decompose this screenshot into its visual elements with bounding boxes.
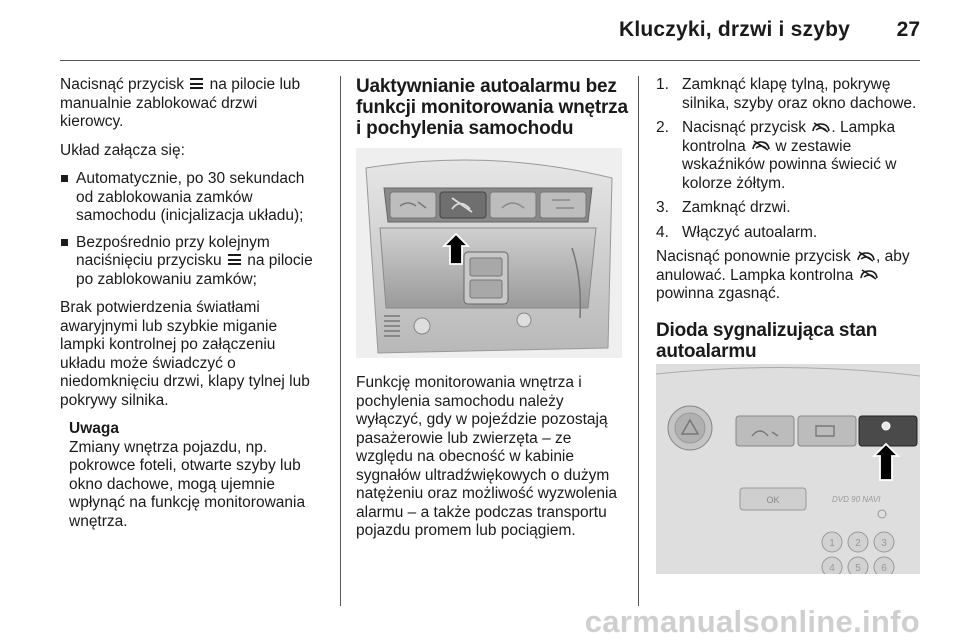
watermark: carmanualsonline.info: [584, 604, 920, 639]
alarm-led-icon: [882, 422, 890, 430]
column-divider-1: [340, 76, 341, 606]
list-item: Bezpośrednio przy kolejnym naciśnięciu przycisku na pilocie po zablokowaniu zamków;: [60, 234, 325, 290]
list-item: 2. Nacisnąć przycisk . Lampka kontrolna w zestawie wskaźników powinna świecić w kolorze żółtym.: [656, 119, 897, 192]
keypad-key: 6: [881, 563, 887, 574]
left-column: [60, 76, 325, 531]
keypad-key: 2: [855, 538, 861, 549]
keypad-key: 5: [855, 563, 861, 574]
header-rule: [60, 60, 920, 61]
ok-button-label: OK: [766, 495, 780, 505]
bullet-list: [60, 170, 325, 289]
paragraph-cancel: Nacisnąć ponownie przycisk , aby anulować. Lampka kontrolna powinna zgasnąć.: [656, 248, 910, 302]
column-divider-2: [638, 76, 639, 606]
figure-alarm-led: [656, 364, 920, 574]
note-text: Zmiany wnętrza pojazdu, np. pokrowce foteli, otwarte szyby lub okno dachowe, mogą ujemnie wpłynąć na funkcję monitorowania wnętrza.: [69, 438, 306, 530]
steps-list: [656, 76, 922, 242]
right-column: [656, 76, 922, 376]
paragraph-monitoring: Funkcję monitorowania wnętrza i pochylenia samochodu należy wyłączyć, gdy w pojeździe pozostają pasażerowie lub zwierzęta – ze względu na obecność w kabinie sygnałów ultradźwiękowych o dużym natężeniu oraz możliwość wyzwolenia alarmu – a także podczas transportu pojazdu promem lub pociągiem.: [356, 374, 618, 539]
alarm-monitoring-icon: [752, 139, 770, 151]
keypad-key: 1: [829, 538, 835, 549]
console-illustration: [356, 148, 622, 358]
page-header-title: Kluczyki, drzwi i szyby: [618, 18, 850, 41]
middle-column: [356, 76, 628, 153]
middle-body: [356, 374, 628, 551]
device-label: DVD 90 NAVI: [832, 495, 881, 504]
list-item: 1. Zamknąć klapę tylną, pokrywę silnika, szyby oraz okno dachowe.: [656, 76, 917, 112]
alarm-monitoring-icon: [857, 250, 875, 262]
dashboard-illustration: [656, 364, 920, 574]
keypad-key: 4: [829, 563, 835, 574]
paragraph-system: Układ załącza się:: [60, 141, 185, 159]
list-item: Automatycznie, po 30 sekundach od zablokowania zamków samochodu (inicjalizacja układu);: [60, 170, 325, 226]
note-title: Uwaga: [69, 420, 119, 437]
list-item: 3. Zamknąć drzwi.: [656, 199, 791, 216]
lock-button-icon: [190, 78, 203, 89]
note-box: [60, 420, 325, 531]
lock-button-icon: [228, 254, 241, 265]
paragraph-warning: Brak potwierdzenia światłami awaryjnymi lub szybkie miganie lampki kontrolnej po załączeniu układu może świadczyć o niedomknięciu drzwi, klapy tylnej lub pokrywy silnika.: [60, 299, 310, 409]
alarm-monitoring-icon: [860, 268, 878, 280]
figure-console-buttons: [356, 148, 622, 358]
page-number: 27: [896, 18, 920, 41]
section-heading: Dioda sygnalizująca stan autoalarmu: [656, 319, 878, 362]
paragraph-lock: Nacisnąć przycisk na pilocie lub manualnie zablokować drzwi kierowcy.: [60, 76, 301, 130]
keypad-key: 3: [881, 538, 887, 549]
list-item: 4. Włączyć autoalarm.: [656, 223, 818, 241]
section-heading: Uaktywnianie autoalarmu bez funkcji monitorowania wnętrza i pochylenia samochodu: [356, 76, 628, 139]
alarm-monitoring-icon: [812, 121, 830, 133]
